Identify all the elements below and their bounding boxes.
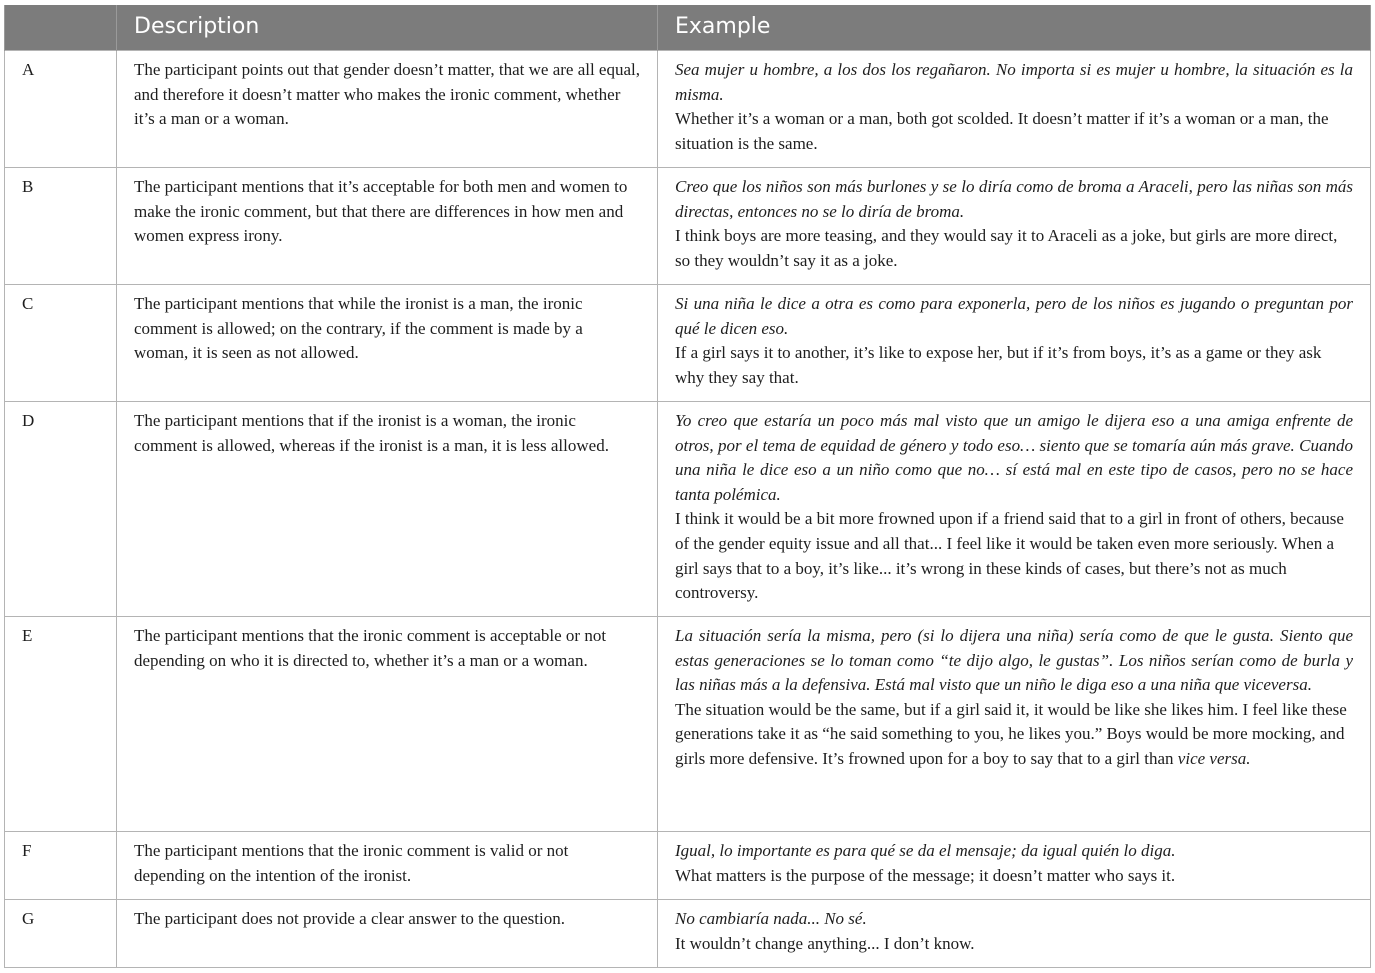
example-spanish: Igual, lo importante es para qué se da el mensaje; da igual quién lo diga. — [675, 841, 1176, 860]
row-label: G — [5, 900, 117, 968]
row-example — [658, 51, 1371, 168]
example-spanish: Creo que los niños son más burlones y se lo diría como de broma a Araceli, pero las niñas son más directas, entonces no se lo diría de broma. — [675, 177, 1353, 221]
row-label: F — [5, 832, 117, 900]
row-description: The participant points out that gender doesn’t matter, that we are all equal, and therefore it doesn’t matter who makes the ironic comment, whether it’s a man or a woman. — [117, 51, 658, 168]
row-description: The participant mentions that it’s acceptable for both men and women to make the ironic comment, but that there are differences in how men and women express irony. — [117, 168, 658, 285]
table-row — [5, 402, 1371, 617]
table-header-row — [5, 5, 1371, 51]
example-spanish: No cambiaría nada... No sé. — [675, 909, 867, 928]
row-description: The participant mentions that while the ironist is a man, the ironic comment is allowed; on the contrary, if the comment is made by a woman, it is seen as not allowed. — [117, 285, 658, 402]
row-label: A — [5, 51, 117, 168]
table-row — [5, 168, 1371, 285]
row-label: D — [5, 402, 117, 617]
example-english — [675, 698, 1353, 772]
table-row — [5, 285, 1371, 402]
example-english: What matters is the purpose of the message; it doesn’t matter who says it. — [675, 865, 1176, 885]
row-label: B — [5, 168, 117, 285]
row-description: The participant does not provide a clear answer to the question. — [117, 900, 658, 968]
row-description: The participant mentions that if the ironist is a woman, the ironic comment is allowed, whereas if the ironist is a man, it is less allowed. — [117, 402, 658, 617]
example-spanish: Sea mujer u hombre, a los dos los regañaron. No importa si es mujer u hombre, la situación es la misma. — [675, 60, 1353, 104]
header-description: Description — [117, 5, 658, 51]
example-english: If a girl says it to another, it’s like to expose her, but if it’s from boys, it’s as a game or they ask why they say that. — [675, 343, 1322, 387]
row-description: The participant mentions that the ironic comment is acceptable or not depending on who it is directed to, whether it’s a man or a woman. — [117, 617, 658, 832]
row-label: E — [5, 617, 117, 832]
row-example — [658, 617, 1371, 832]
table-row — [5, 51, 1371, 168]
example-spanish: Si una niña le dice a otra es como para exponerla, pero de los niños es jugando o preguntan por qué le dicen eso. — [675, 294, 1353, 338]
row-example — [658, 168, 1371, 285]
header-example: Example — [658, 5, 1371, 51]
table-row — [5, 617, 1371, 832]
row-label: C — [5, 285, 117, 402]
header-label-column — [5, 5, 117, 51]
coding-table — [4, 5, 1371, 968]
table-row — [5, 832, 1371, 900]
table-row — [5, 900, 1371, 968]
example-english: I think it would be a bit more frowned upon if a friend said that to a girl in front of others, because of the gender equity issue and all that... I feel like it would be taken even more seriously. When a girl says that to a boy, it’s like... it’s wrong in these kinds of cases, but there’s not as much controversy. — [675, 509, 1344, 603]
row-description: The participant mentions that the ironic comment is valid or not depending on the intention of the ironist. — [117, 832, 658, 900]
row-example — [658, 900, 1371, 968]
example-spanish: La situación sería la misma, pero (si lo dijera una niña) sería como de que le gusta. Siento que estas generaciones se lo toman como “te dijo algo, le gustas”. Los niños serían como de burla y las niñas más a la defensiva. Está mal visto que un niño le diga eso a una niña que viceversa. — [675, 626, 1353, 695]
example-english-italic: vice versa. — [1177, 748, 1251, 768]
example-spanish: Yo creo que estaría un poco más mal visto que un amigo le dijera eso a una amiga enfrente de otros, por el tema de equidad de género y todo eso… siento que se tomaría aún más grave. Cuando una niña le dice eso a un niño como que no… sí está mal en este tipo de casos, pero no se hace tanta polémica. — [675, 411, 1353, 504]
example-english: I think boys are more teasing, and they would say it to Araceli as a joke, but girls are more direct, so they wouldn’t say it as a joke. — [675, 226, 1338, 270]
row-example — [658, 285, 1371, 402]
example-english-main: The situation would be the same, but if a girl said it, it would be like she likes him. I feel like these generations take it as “he said something to you, he likes you.” Boys would be more mocking, and girls more defensive. It’s frowned upon for a boy to say that to a girl than — [675, 699, 1347, 768]
example-english: It wouldn’t change anything... I don’t know. — [675, 933, 975, 953]
row-example — [658, 832, 1371, 900]
row-example — [658, 402, 1371, 617]
example-english: Whether it’s a woman or a man, both got scolded. It doesn’t matter if it’s a woman or a man, the situation is the same. — [675, 109, 1329, 153]
